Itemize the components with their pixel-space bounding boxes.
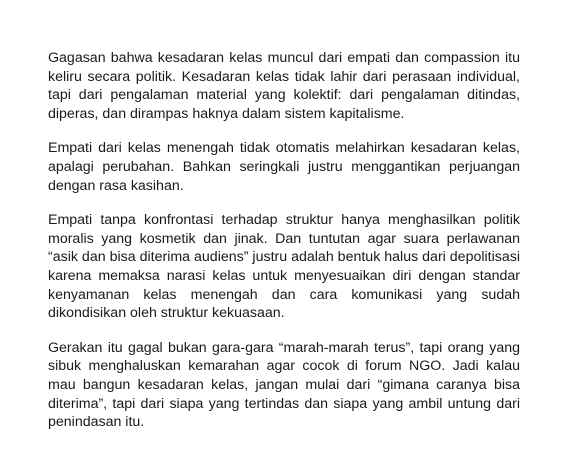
paragraph-3: Empati tanpa konfrontasi terhadap struktur hanya menghasilkan politik moralis yang kosmetik dan jinak. Dan tuntutan agar suara perlawanan “asik dan bisa diterima audiens” justru adalah bentuk halus dari depolitisasi karena memaksa narasi kelas untuk menyesuaikan diri dengan standar kenyamanan kelas menengah dan cara komunikasi yang sudah dikondisikan oleh struktur kekuasaan. [48,212,520,322]
paragraph-4: Gerakan itu gagal bukan gara-gara “marah-marah terus”, tapi orang yang sibuk menghaluskan kemarahan agar cocok di forum NGO. Jadi kalau mau bangun kesadaran kelas, jangan mulai dari “gimana caranya bisa diterima”, tapi dari siapa yang tertindas dan siapa yang ambil untung dari penindasan itu. [48,339,520,431]
paragraph-2: Empati dari kelas menengah tidak otomatis melahirkan kesadaran kelas, apalagi perubahan. Bahkan seringkali justru menggantikan perjuangan dengan rasa kasihan. [48,140,520,194]
paragraph-1: Gagasan bahwa kesadaran kelas muncul dari empati dan compassion itu keliru secara politik. Kesadaran kelas tidak lahir dari perasaan individual, tapi dari pengalaman material yang kolektif: dari pengalaman ditindas, diperas, dan dirampas haknya dalam sistem kapitalisme. [48,50,520,122]
